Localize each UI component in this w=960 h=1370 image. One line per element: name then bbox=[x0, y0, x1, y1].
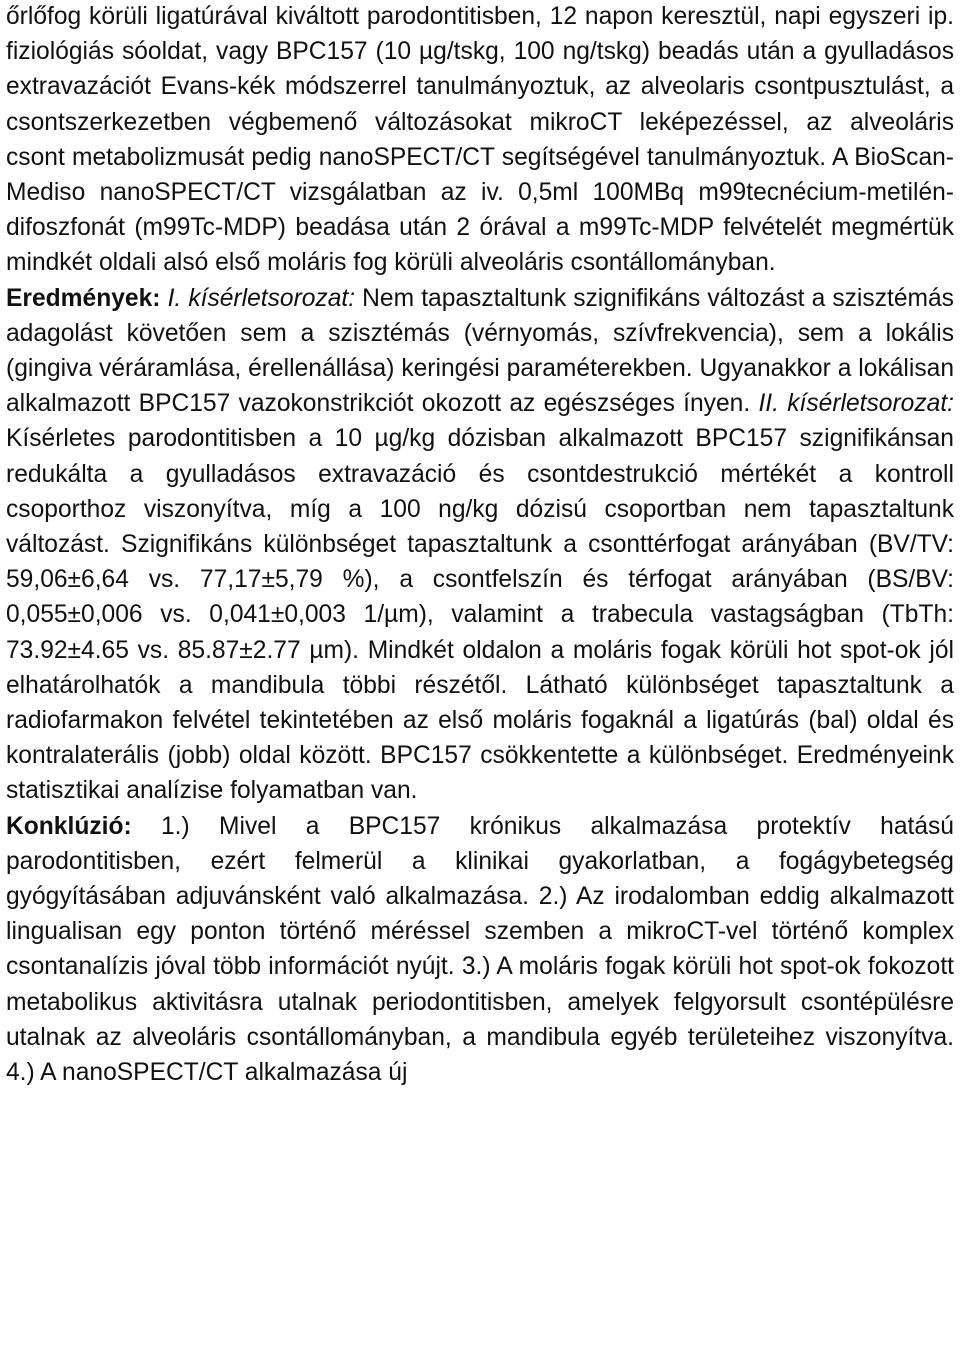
conclusion-paragraph bbox=[6, 809, 954, 1091]
results-series2-label: II. kísérletsorozat: bbox=[758, 390, 954, 418]
results-series2-text: Kísérletes parodontitisben a 10 µg/kg dózisban alkalmazott BPC157 szignifikánsan redukálta a gyulladásos extravazáció és csontdestrukció mértékét a kontroll csoporthoz viszonyítva, míg a 100 ng/kg dózisú csoportban nem tapasztaltunk változást. Szignifikáns különbséget tapasztaltunk a csonttérfogat arányában (BV/TV: 59,06±6,64 vs. 77,17±5,79 %), a csontfelszín és térfogat arányában (BS/BV: 0,055±0,006 vs. 0,041±0,003 1/µm), valamint a trabecula vastagságban (TbTh: 73.92±4.65 vs. 85.87±2.77 µm). Mindkét oldalon a moláris fogak körüli hot spot-ok jól elhatárolhatók a mandibula többi részétől. Látható különbséget tapasztaltunk a radiofarmakon felvétel tekintetében az első moláris fogaknál a ligatúrás (bal) oldal és kontralaterális (jobb) oldal között. BPC157 csökkentette a különbséget. Eredményeink statisztikai analízise folyamatban van. bbox=[6, 425, 954, 805]
results-label: Eredmények: bbox=[6, 284, 161, 312]
results-series1-text: Nem tapasztaltunk szignifikáns változást a szisztémás adagolást követően sem a szisztémás (vérnyomás, szívfrekvencia), sem a lokális (gingiva véráramlása, érellenállása) keringési paraméterekben. Ugyanakkor a lokálisan alkalmazott BPC157 vazokonstrikciót okozott az egészséges ínyen. bbox=[6, 284, 954, 418]
conclusion-text: 1.) Mivel a BPC157 krónikus alkalmazása protektív hatású parodontitisben, ezért felmerül a klinikai gyakorlatban, a fogágybetegség gyógyításában adjuvánsként való alkalmazása. 2.) Az irodalomban eddig alkalmazott lingualisan egy ponton történő méréssel szemben a mikroCT-vel történő komplex csontanalízis jóval több információt nyújt. 3.) A moláris fogak körüli hot spot-ok fokozott metabolikus aktivitásra utalnak periodontitisben, amelyek felgyorsult csontépülésre utalnak az alveoláris csontállományban, a mandibula egyéb területeihez viszonyítva. 4.) A nanoSPECT/CT alkalmazása új bbox=[6, 812, 954, 1087]
results-paragraph bbox=[6, 281, 954, 809]
methods-text: őrlőfog körüli ligatúrával kiváltott parodontitisben, 12 napon keresztül, napi egyszeri ip. fiziológiás sóoldat, vagy BPC157 (10 µg/tskg, 100 ng/tskg) beadás után a gyulladásos extravazációt Evans-kék módszerrel tanulmányoztuk, az alveolaris csontpusztulást, a csontszerkezetben végbemenő változásokat mikroCT leképezéssel, az alveoláris csont metabolizmusát pedig nanoSPECT/CT segítségével tanulmányoztuk. A BioScan-Mediso nanoSPECT/CT vizsgálatban az iv. 0,5ml 100MBq m99tecnécium-metilén-difoszfonát (m99Tc-MDP) beadása után 2 órával a m99Tc-MDP felvételét megmértük mindkét oldali alsó első moláris fog körüli alveoláris csontállományban. bbox=[6, 3, 954, 277]
conclusion-label: Konklúzió: bbox=[6, 812, 132, 840]
document-page bbox=[6, 0, 954, 1090]
results-series1-label: I. kísérletsorozat: bbox=[167, 284, 356, 312]
methods-paragraph bbox=[6, 0, 954, 281]
